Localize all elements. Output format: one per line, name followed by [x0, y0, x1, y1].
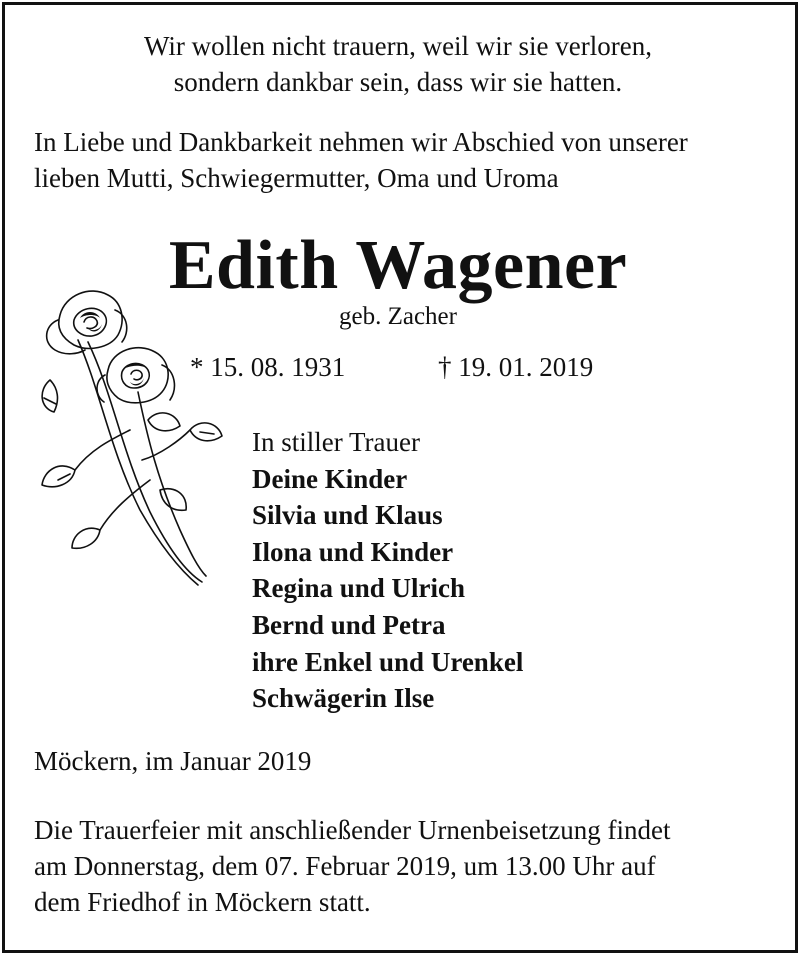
birth-date: * 15. 08. 1931: [190, 352, 346, 382]
ceremony-info: [34, 812, 770, 920]
mourner-name: Silvia und Klaus: [252, 500, 443, 531]
mourner-name: Bernd und Petra: [252, 609, 446, 640]
mourner-name: Schwägerin Ilse: [252, 683, 435, 714]
intro-line-1: In Liebe und Dankbarkeit nehmen wir Abschied von unserer: [34, 127, 688, 157]
ceremony-line-3: dem Friedhof in Möckern statt.: [34, 887, 371, 917]
ceremony-line-2: am Donnerstag, dem 07. Februar 2019, um 13.00 Uhr auf: [34, 851, 656, 881]
mourners-list: [252, 424, 772, 717]
mourner-name: Ilona und Kinder: [252, 536, 454, 567]
ceremony-line-1: Die Trauerfeier mit anschließender Urnenbeisetzung findet: [34, 815, 671, 845]
mourner-name: Deine Kinder: [252, 463, 408, 494]
place-date: Möckern, im Januar 2019: [34, 746, 312, 776]
mourner-name: ihre Enkel und Urenkel: [252, 646, 524, 677]
roses-illustration: [30, 280, 230, 600]
mourners-intro: In stiller Trauer: [252, 427, 420, 457]
mourner-name: Regina und Ulrich: [252, 573, 466, 604]
intro-line-2: lieben Mutti, Schwiegermutter, Oma und Uroma: [34, 163, 559, 193]
memorial-quote: [0, 28, 796, 100]
maiden-name: geb. Zacher: [339, 303, 457, 330]
deceased-name: Edith Wagener: [168, 227, 628, 304]
death-date: † 19. 01. 2019: [438, 352, 594, 382]
farewell-intro: [34, 124, 774, 196]
quote-line-2: sondern dankbar sein, dass wir sie hatten.: [173, 67, 623, 97]
quote-line-1: Wir wollen nicht trauern, weil wir sie verloren,: [144, 31, 652, 61]
